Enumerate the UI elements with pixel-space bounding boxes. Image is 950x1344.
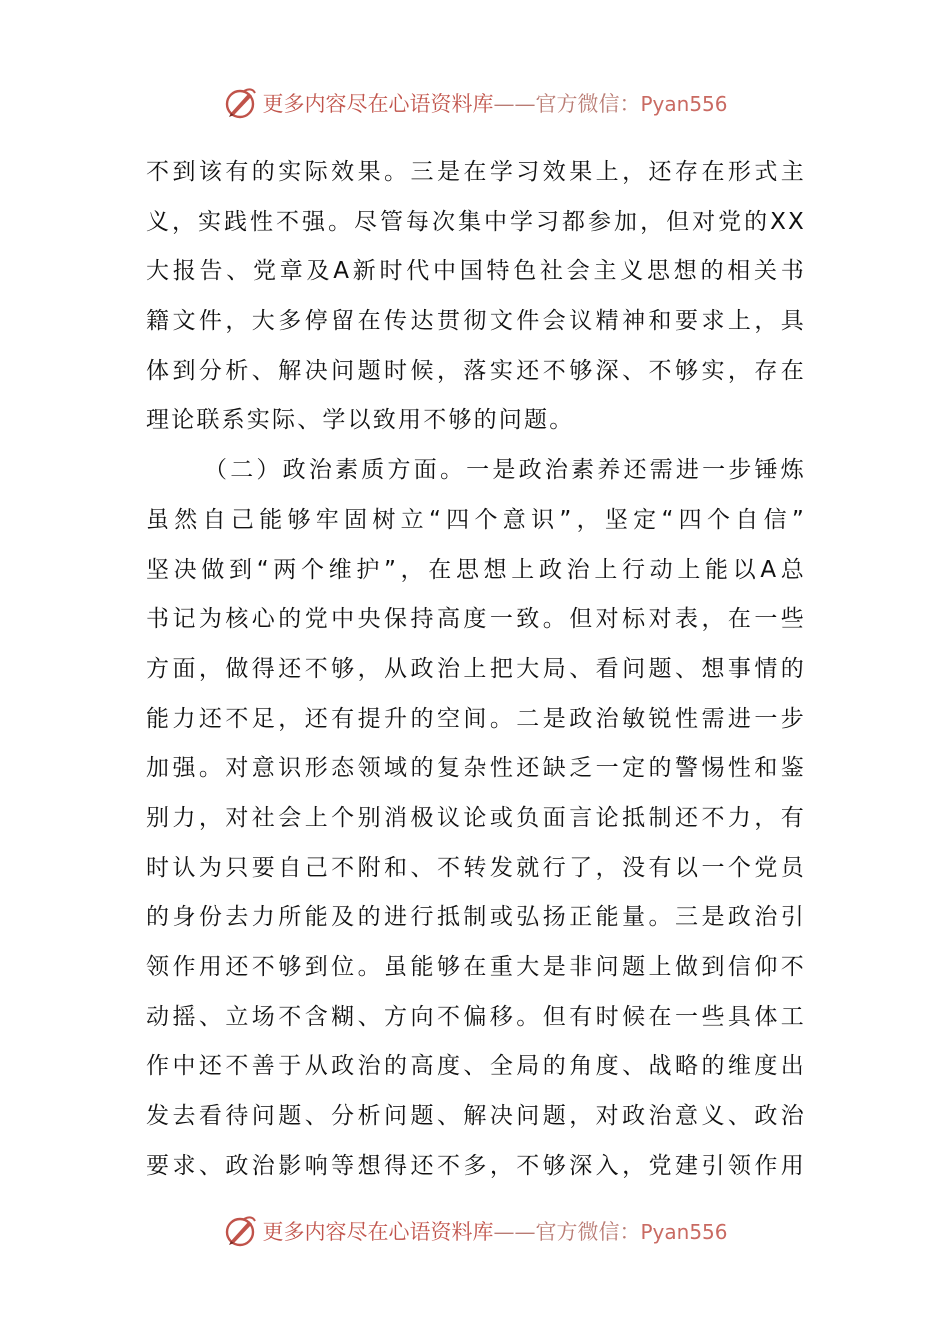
text-line: 作中还不善于从政治的高度、全局的角度、战略的维度出 [146,1053,806,1080]
text-line: 动摇、立场不含糊、方向不偏移。但有时候在一些具体工 [146,1003,806,1030]
text-line: 理论联系实际、学以致用不够的问题。 [146,407,575,434]
text-line: 方面，做得还不够，从政治上把大局、看问题、想事情的 [146,655,806,682]
text-line: 的身份去力所能及的进行抵制或弘扬正能量。三是政治引 [146,904,806,931]
banner-prefix: 更多内容尽在心语资料库 [262,92,494,116]
text-line: 加强。对意识形态领域的复杂性还缺乏一定的警惕性和鉴 [146,755,806,782]
banner-prefix: 更多内容尽在心语资料库 [262,1220,494,1244]
text-line: 不到该有的实际效果。三是在学习效果上，还存在形式主 [146,159,806,185]
text-line: 大报告、党章及A新时代中国特色社会主义思想的相关书 [146,258,806,285]
text-line: 坚决做到“两个维护”，在思想上政治上行动上能以A总 [146,556,806,583]
text-line: 体到分析、解决问题时候，落实还不够深、不够实，存在 [146,357,806,384]
text-line: 籍文件，大多停留在传达贯彻文件会议精神和要求上，具 [146,308,806,335]
text-line: 要求、政治影响等想得还不多，不够深入，党建引领作用 [146,1152,806,1179]
pen-logo-icon [222,1213,258,1249]
text-line: 能力还不足，还有提升的空间。二是政治敏锐性需进一步 [146,705,806,732]
banner-text [262,1216,727,1246]
text-line: 别力，对社会上个别消极议论或负面言论抵制还不力，有 [146,804,806,831]
text-line: 时认为只要自己不附和、不转发就行了，没有以一个党员 [146,854,806,881]
footer-banner [0,1211,950,1251]
banner-wechat-id: Pyan556 [640,92,728,116]
banner-wechat-id: Pyan556 [640,1220,728,1244]
document-body [146,148,806,1191]
text-line: 义，实践性不强。尽管每次集中学习都参加，但对党的XX [146,208,806,235]
banner-dash: —— [493,92,536,116]
banner-wechat-label: 官方微信： [535,92,641,116]
header-banner [0,83,950,123]
section-heading-line: （二）政治素质方面。一是政治素养还需进一步锤炼 [204,457,806,484]
pen-logo-icon [222,85,258,121]
text-line: 发去看待问题、分析问题、解决问题，对政治意义、政治 [146,1103,806,1130]
banner-dash: —— [493,1220,536,1244]
text-line: 书记为核心的党中央保持高度一致。但对标对表，在一些 [146,606,806,633]
banner-wechat-label: 官方微信： [535,1220,641,1244]
text-line: 虽然自己能够牢固树立“四个意识”，坚定“四个自信” [146,506,806,533]
banner-text [262,88,727,118]
text-line: 领作用还不够到位。虽能够在重大是非问题上做到信仰不 [146,954,806,980]
